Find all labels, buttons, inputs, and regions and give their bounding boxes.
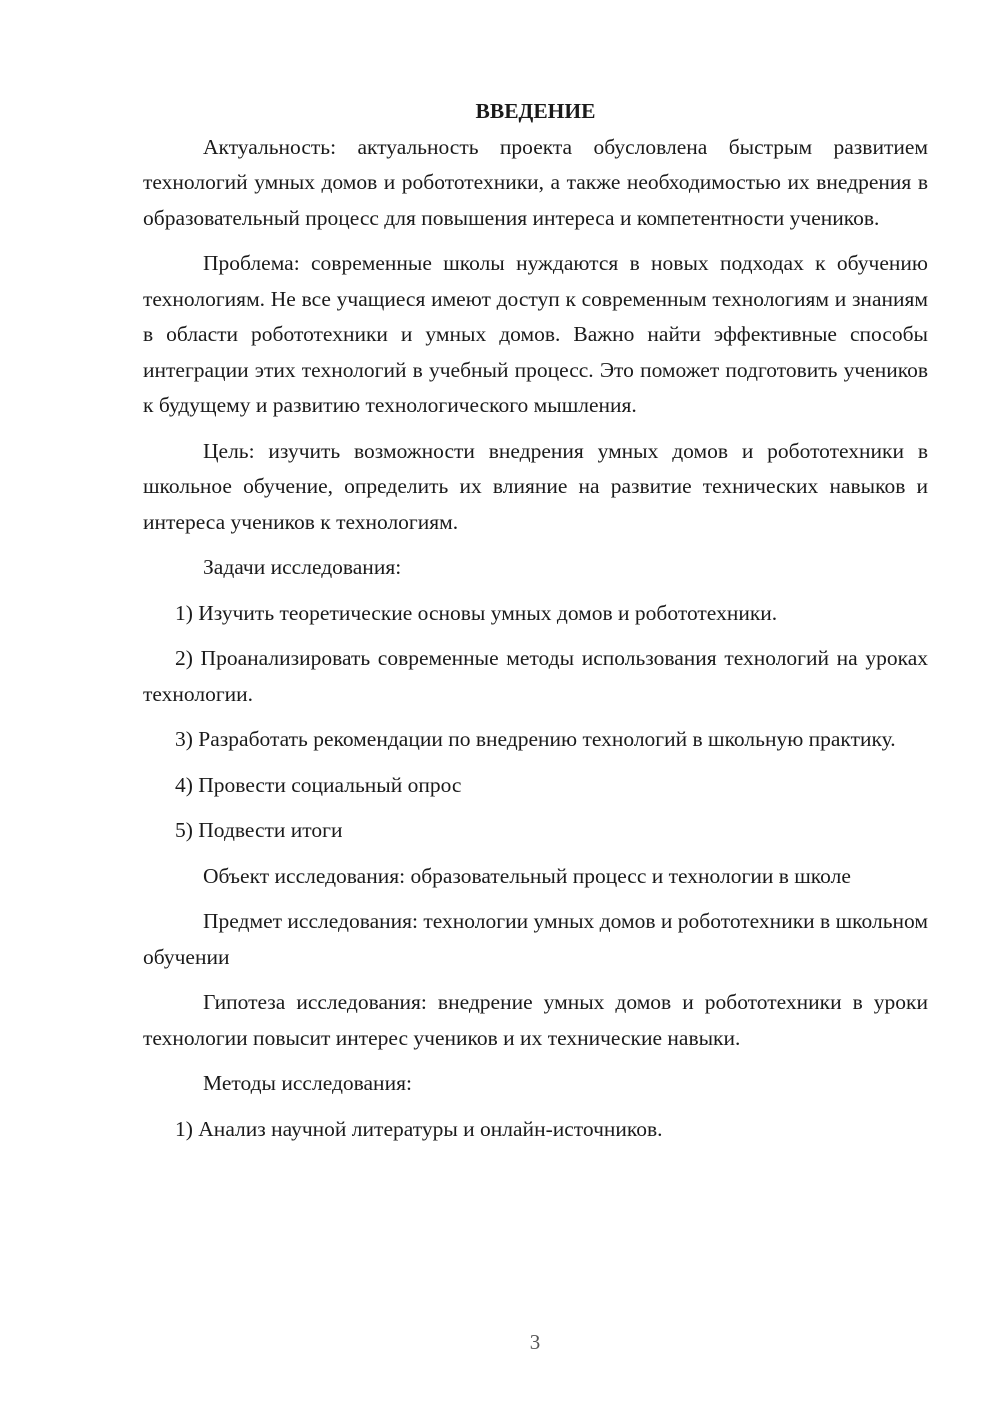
paragraph-subject: Предмет исследования: технологии умных домов и робототехники в школьном обучении — [143, 909, 928, 969]
paragraph-hypothesis: Гипотеза исследования: внедрение умных домов и робототехники в уроки технологии повысит интерес учеников и их технические навыки. — [143, 990, 928, 1050]
paragraph-object: Объект исследования: образовательный процесс и технологии в школе — [203, 863, 851, 888]
paragraph-problem: Проблема: современные школы нуждаются в новых подходах к обучению технологиям. Не все учащиеся имеют доступ к современным технологиям и знаниям в области робототехники и умных домов. Важно найти эффективные способы интеграции этих технологий в учебный процесс. Это поможет подготовить учеников к будущему и развитию технологического мышления. — [143, 251, 928, 417]
paragraph-goal: Цель: изучить возможности внедрения умных домов и робототехники в школьное обучение, определить их влияние на развитие технических навыков и интереса учеников к технологиям. — [143, 438, 928, 534]
list-item-task: 5) Подвести итоги — [175, 818, 343, 842]
list-item-task: 1) Изучить теоретические основы умных домов и робототехники. — [175, 600, 778, 625]
list-item-task: 2) Проанализировать современные методы использования технологий на уроках технологии. — [143, 646, 928, 706]
tasks-heading: Задачи исследования: — [203, 555, 402, 579]
document-page — [143, 94, 928, 1157]
list-item-method: 1) Анализ научной литературы и онлайн-источников. — [175, 1116, 663, 1141]
page-title: ВВЕДЕНИЕ — [475, 99, 596, 123]
page-number: 3 — [529, 1330, 541, 1354]
methods-heading: Методы исследования: — [203, 1071, 412, 1095]
list-item-task: 3) Разработать рекомендации по внедрению технологий в школьную практику. — [175, 727, 896, 751]
paragraph-relevance: Актуальность: актуальность проекта обусловлена быстрым развитием технологий умных домов и робототехники, а также необходимостью их внедрения в образовательный процесс для повышения интереса и компетентности учеников. — [143, 134, 928, 230]
list-item-task: 4) Провести социальный опрос — [175, 772, 462, 797]
